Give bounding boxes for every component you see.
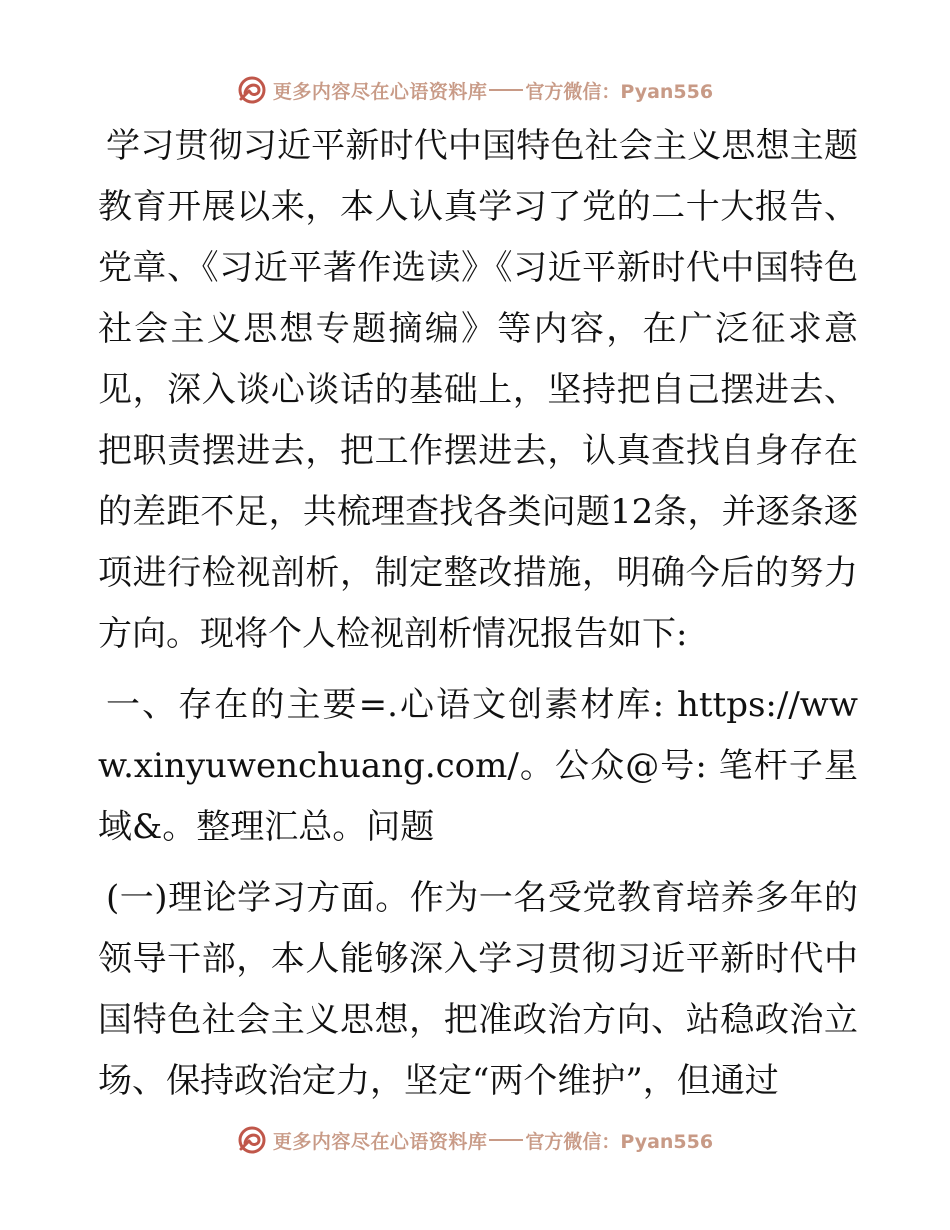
swirl-logo-icon [237, 75, 267, 105]
watermark-text: 更多内容尽在心语资料库 [272, 1130, 488, 1153]
watermark-dash [489, 1139, 523, 1141]
watermark-contact: 官方微信：Pyan556 [525, 1130, 714, 1153]
watermark-contact: 官方微信：Pyan556 [525, 80, 714, 103]
header-watermark [0, 70, 950, 110]
swirl-logo-icon [237, 1125, 267, 1155]
section-heading-paragraph: 一、存在的主要=.心语文创素材库: https://www.xinyuwenchuang.com/。公众@号: 笔杆子星域&。整理汇总。问题 [98, 685, 858, 847]
intro-paragraph: 学习贯彻习近平新时代中国特色社会主义思想主题教育开展以来，本人认真学习了党的二十大报告、党章、《习近平著作选读》《习近平新时代中国特色社会主义思想专题摘编》等内容，在广泛征求意见，深入谈心谈话的基础上，坚持把自己摆进去、把职责摆进去，把工作摆进去，认真查找自身存在的差距不足，共梳理查找各类问题12条，并逐条逐项进行检视剖析，制定整改措施，明确今后的努力方向。现将个人检视剖析情况报告如下: [98, 126, 858, 654]
watermark-dash [489, 89, 523, 91]
footer-watermark [0, 1120, 950, 1160]
document-body [98, 116, 858, 1112]
subsection-paragraph: (一)理论学习方面。作为一名受党教育培养多年的领导干部，本人能够深入学习贯彻习近平新时代中国特色社会主义思想，把准政治方向、站稳政治立场、保持政治定力，坚定“两个维护”，但通过 [98, 878, 858, 1101]
watermark-text: 更多内容尽在心语资料库 [272, 80, 488, 103]
